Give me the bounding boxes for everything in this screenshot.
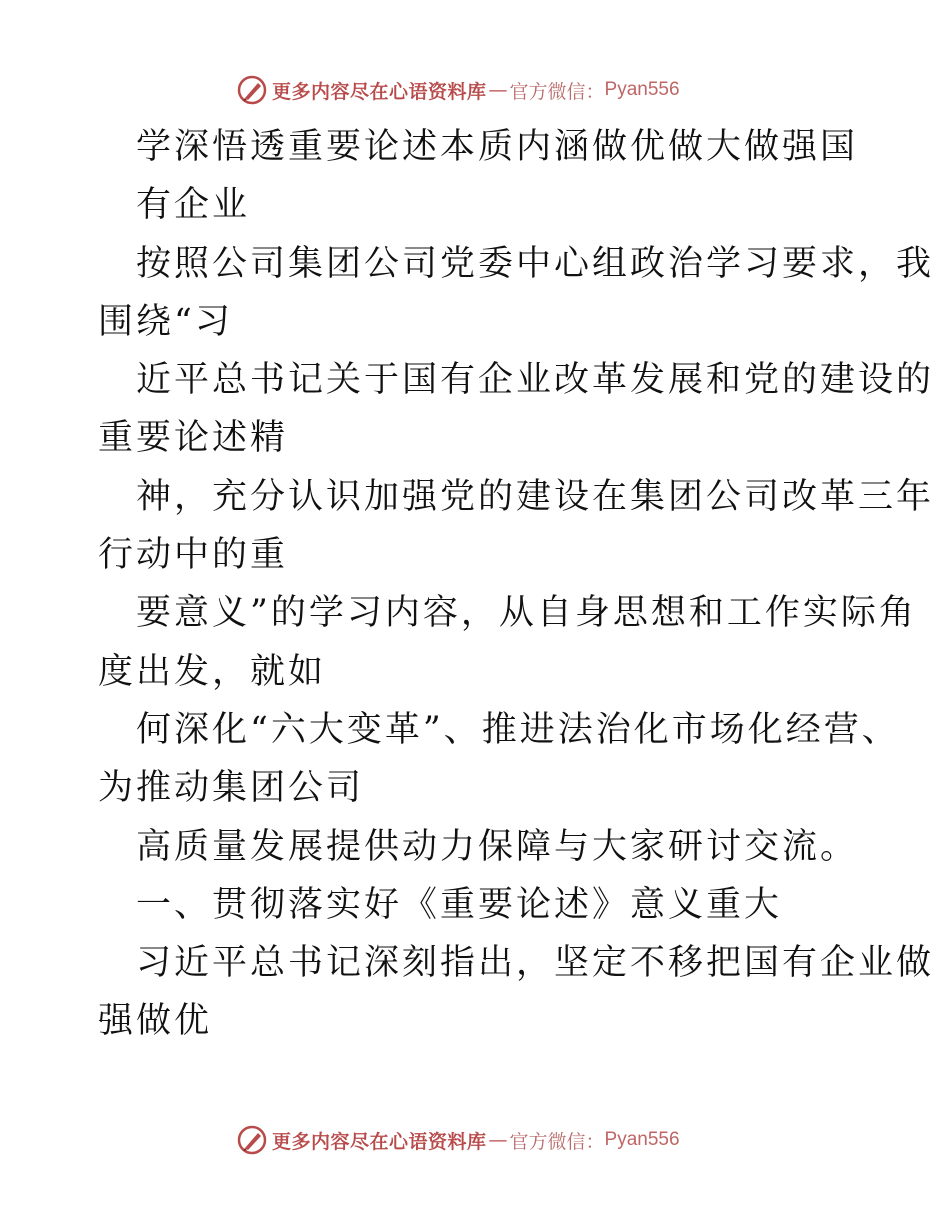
- watermark-header: [236, 73, 716, 107]
- watermark-account: Pyan556: [604, 1129, 680, 1150]
- text-line: 按照公司集团公司党委中心组政治学习要求，我: [136, 243, 935, 284]
- text-line: 为推动集团公司: [98, 768, 365, 809]
- text-line: 有企业: [136, 185, 251, 226]
- watermark-dash: —: [488, 79, 508, 101]
- text-line: 习近平总书记深刻指出，坚定不移把国有企业做: [136, 943, 935, 984]
- text-line: 高质量发展提供动力保障与大家研讨交流。: [136, 826, 859, 867]
- text-line: 围绕“习: [98, 301, 233, 342]
- text-line: 何深化“六大变革”、推进法治化市场化经营、: [136, 709, 900, 750]
- text-line: 要意义”的学习内容，从自身思想和工作实际角: [136, 593, 917, 634]
- watermark-account: Pyan556: [604, 79, 680, 100]
- text-line: 近平总书记关于国有企业改革发展和党的建设的: [136, 360, 935, 401]
- watermark-text: 更多内容尽在心语资料库: [272, 1130, 487, 1153]
- watermark-label: 官方微信：: [509, 80, 605, 103]
- text-line: 重要论述精: [98, 418, 289, 459]
- text-line: 强做优: [98, 1001, 213, 1042]
- document-body: [98, 118, 935, 1051]
- quill-seal-icon: [236, 1124, 268, 1156]
- text-line: 学深悟透重要论述本质内涵做优做大做强国: [136, 127, 859, 167]
- watermark-footer: [236, 1123, 716, 1157]
- watermark-dash: —: [488, 1129, 508, 1151]
- text-line: 度出发，就如: [98, 651, 327, 692]
- watermark-text: 更多内容尽在心语资料库: [272, 80, 487, 103]
- text-line: 一、贯彻落实好《重要论述》意义重大: [136, 884, 783, 925]
- text-line: 神，充分认识加强党的建设在集团公司改革三年: [136, 476, 935, 517]
- quill-seal-icon: [236, 74, 268, 106]
- text-line: 行动中的重: [98, 535, 289, 576]
- watermark-label: 官方微信：: [509, 1130, 605, 1153]
